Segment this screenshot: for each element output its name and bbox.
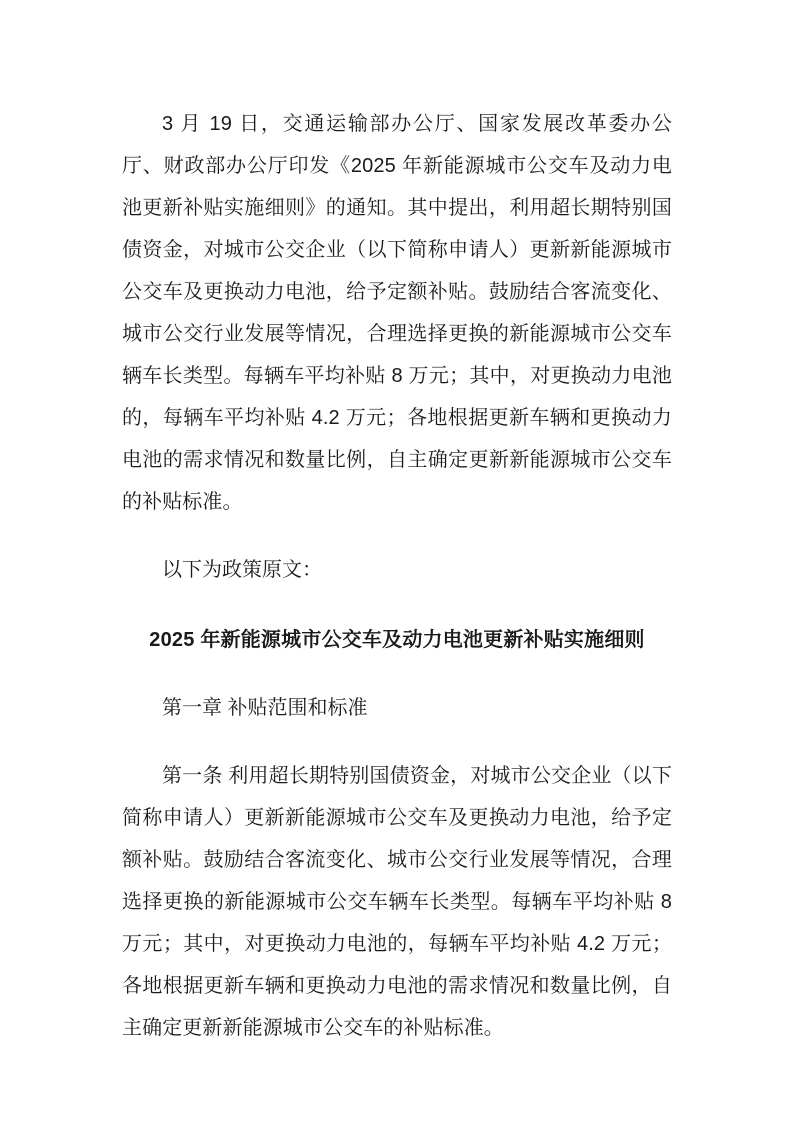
summary-paragraph: 3 月 19 日，交通运输部办公厅、国家发展改革委办公厅、财政部办公厅印发《2025 年新能源城市公交车及动力电池更新补贴实施细则》的通知。其中提出，利用超长期特别国债资金，对城市公交企业（以下简称申请人）更新新能源城市公交车及更换动力电池，给予定额补贴。鼓励结合客流变化、城市公交行业发展等情况，合理选择更换的新能源城市公交车辆车长类型。每辆车平均补贴 8 万元；其中，对更换动力电池的，每辆车平均补贴 4.2 万元；各地根据更新车辆和更换动力电池的需求情况和数量比例，自主确定更新新能源城市公交车的补贴标准。 — [122, 113, 672, 513]
chapter-heading: 第一章 补贴范围和标准 — [162, 697, 368, 719]
article-one-paragraph: 第一条 利用超长期特别国债资金，对城市公交企业（以下简称申请人）更新新能源城市公交车及更换动力电池，给予定额补贴。鼓励结合客流变化、城市公交行业发展等情况，合理选择更换的新能源城市公交车辆车长类型。每辆车平均补贴 8 万元；其中，对更换动力电池的，每辆车平均补贴 4.2 万元；各地根据更新车辆和更换动力电池的需求情况和数量比例，自主确定更新新能源城市公交车的补贴标准。 — [122, 765, 672, 1039]
page-title: 2025 年新能源城市公交车及动力电池更新补贴实施细则 — [149, 629, 645, 651]
document-content — [122, 103, 672, 1049]
lead-in-line: 以下为政策原文： — [162, 559, 322, 581]
spacer-before-chapter — [122, 661, 672, 687]
spacer-before-title — [122, 591, 672, 619]
spacer-before-article — [122, 729, 672, 755]
spacer-after-summary — [122, 523, 672, 549]
